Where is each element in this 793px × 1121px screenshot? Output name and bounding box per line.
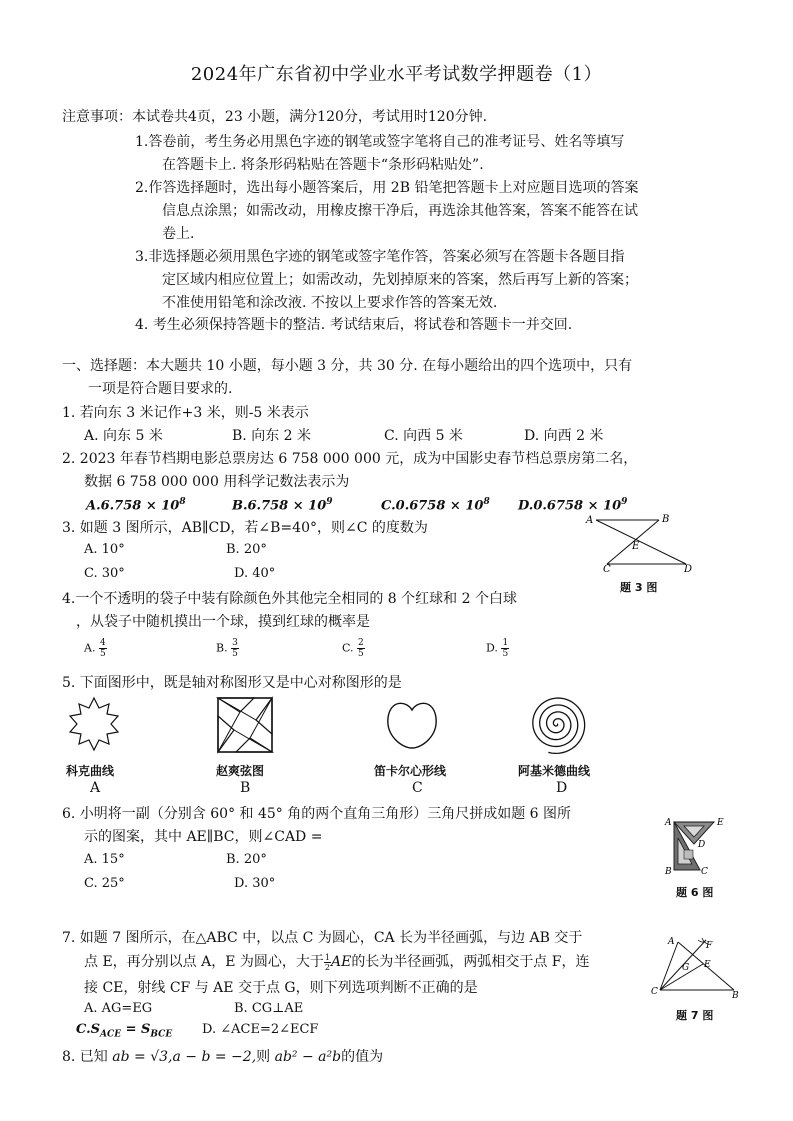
section-heading: 一、选择题：本大题共 10 小题，每小题 3 分，共 30 分. 在每小题给出的四个选项中，只有 — [62, 358, 633, 374]
q7-stem-line2: 点 E，再分别以点 A，E 为圆心，大于 $\frac{1}{2}$ AE的长为半径画弧，两弧相交于点 F，连 — [84, 952, 590, 972]
q7-stem-line1: 7. 如题 7 图所示，在△ABC 中，以点 C 为圆心，CA 长为半径画弧，与边 AB 交于 — [62, 930, 583, 946]
archimedean-spiral-figure — [526, 694, 588, 754]
section-heading-cont: 一项是符合题目要求的. — [88, 381, 233, 397]
q1-option-a: A. 向东 5 米 — [84, 428, 163, 444]
notice-line: 2.作答选择题时，选出每小题答案后，用 2B 铅笔把答题卡上对应题目选项的答案 — [135, 180, 639, 196]
notice-line: 3.非选择题必须用黑色字迹的钢笔或签字笔作答，答案必须写在答题卡各题目指 — [135, 249, 625, 265]
q5-figure-letter-b: B — [240, 780, 251, 796]
q7-figure — [648, 934, 740, 1000]
q3-stem: 3. 如题 3 图所示，AB∥CD，若∠B=40°，则∠C 的度数为 — [62, 520, 428, 536]
q3-option-b: B. 20° — [226, 542, 267, 557]
q7-label-a: A — [668, 937, 675, 947]
q6-option-d: D. 30° — [234, 876, 276, 891]
q1-stem: 1. 若向东 3 米记作+3 米，则-5 米表示 — [62, 405, 309, 421]
q3-label-d: D — [684, 564, 693, 572]
notice-line: 4. 考生必须保持答题卡的整洁. 考试结束后，将试卷和答题卡一并交回. — [135, 317, 573, 333]
q6-caption: 题 6 图 — [676, 886, 714, 899]
q6-label-a: A — [665, 818, 672, 828]
q6-option-a: A. 15° — [84, 852, 125, 867]
q5-figure-letter-d: D — [556, 780, 568, 796]
q2-option-c: $C.0.6758 \times 10^8$ — [381, 497, 490, 514]
q6-stem-line1: 6. 小明将一副（分别含 60° 和 45° 角的两个直角三角形）三角尺拼成如题 6 图所 — [62, 806, 572, 822]
q6-option-c: C. 25° — [84, 876, 125, 891]
q6-label-c: C — [701, 867, 708, 876]
q7-label-f: F — [706, 941, 713, 951]
q5-stem: 5. 下面图形中，既是轴对称图形又是中心对称图形的是 — [62, 675, 402, 691]
q5-figure-name-c: 笛卡尔心形线 — [374, 764, 447, 778]
q4-option-b: B. $\frac{3}{5}$ — [216, 638, 238, 659]
notice-heading: 注意事项：本试卷共4页，23 小题，满分120分，考试用时120分钟. — [62, 109, 488, 125]
q4-option-a: A. $\frac{4}{5}$ — [84, 638, 106, 659]
q7-option-b: B. CG⊥AE — [234, 1001, 304, 1016]
q4-option-d: D. $\frac{1}{5}$ — [486, 638, 509, 659]
q4-stem-line1: 4.一个不透明的袋子中装有除颜色外其他完全相同的 8 个红球和 2 个白球 — [62, 591, 517, 607]
q8-stem: 8. 已知 ab = √3,a − b = −2,则 ab² − a²b的值为 — [62, 1049, 384, 1065]
notice-line: 在答题卡上. 将条形码粘贴在答题卡“条形码粘贴处”. — [162, 157, 484, 173]
q5-figure-letter-c: C — [412, 780, 423, 796]
q2-stem-line2: 数据 6 758 000 000 用科学记数法表示为 — [84, 474, 350, 490]
q3-label-a: A — [586, 515, 594, 526]
q7-option-d: D. ∠ACE=2∠ECF — [202, 1022, 319, 1037]
q2-stem-line1: 2. 2023 年春节档期电影总票房达 6 758 000 000 元，成为中国影史春节档总票房第二名， — [62, 451, 638, 467]
notice-line: 1.答卷前，考生务必用黑色字迹的钢笔或签字笔将自己的准考证号、姓名等填写 — [135, 134, 625, 150]
q6-label-d: D — [698, 840, 706, 850]
q3-label-c: C — [603, 564, 611, 572]
notice-line: 定区域内相应位置上；如需改动，先划掉原来的答案，然后再写上新的答案； — [162, 272, 638, 288]
q3-label-e: E — [632, 541, 640, 552]
q2-option-b: $B.6.758 \times 10^9$ — [232, 497, 333, 514]
q1-option-b: B. 向东 2 米 — [232, 428, 311, 444]
cardioid-figure — [384, 696, 440, 752]
q3-caption: 题 3 图 — [620, 581, 658, 594]
q7-option-a: A. AG=EG — [84, 1001, 153, 1016]
q6-label-b: B — [665, 867, 672, 876]
q7-caption: 题 7 图 — [676, 1009, 714, 1022]
q2-option-d: $D.0.6758 \times 10^9$ — [518, 497, 628, 514]
q4-option-c: C. $\frac{2}{5}$ — [342, 638, 364, 659]
q7-option-c: $C.S_{ACE} = S_{BCE}$ — [76, 1022, 173, 1040]
q7-stem-line3: 接 CE，射线 CF 与 AE 交于点 G，则下列选项判断不正确的是 — [84, 980, 478, 996]
q2-option-a: $A.6.758 \times 10^8$ — [86, 497, 186, 514]
q3-option-a: A. 10° — [84, 542, 125, 557]
q5-figure-name-b: 赵爽弦图 — [216, 764, 265, 778]
notice-line: 不准使用铅笔和涂改液. 不按以上要求作答的答案无效. — [162, 295, 498, 311]
q6-figure — [660, 816, 736, 876]
q3-label-b: B — [662, 514, 670, 525]
koch-curve-figure — [62, 694, 126, 754]
q4-stem-line2: ，从袋子中随机摸出一个球，摸到红球的概率是 — [76, 614, 370, 630]
q3-option-c: C. 30° — [84, 566, 125, 581]
paper-title: 2024年广东省初中学业水平考试数学押题卷（1） — [190, 64, 603, 85]
q1-option-d: D. 向西 2 米 — [524, 428, 604, 444]
q6-label-e: E — [717, 818, 724, 828]
q3-figure — [580, 510, 700, 572]
q3-option-d: D. 40° — [234, 566, 276, 581]
q5-figure-name-d: 阿基米德曲线 — [518, 764, 591, 778]
q7-label-g: G — [682, 963, 690, 973]
notice-line: 信息点涂黑；如需改动，用橡皮擦干净后，再选涂其他答案，答案不能答在试 — [162, 203, 638, 219]
q6-stem-line2: 示的图案，其中 AE∥BC，则∠CAD = — [84, 829, 323, 845]
q6-option-b: B. 20° — [226, 852, 267, 867]
q1-option-c: C. 向西 5 米 — [384, 428, 463, 444]
zhao-shuang-diagram-figure — [216, 696, 274, 754]
q5-figure-name-a: 科克曲线 — [66, 764, 115, 778]
q7-label-b: B — [732, 991, 739, 1000]
notice-line: 卷上. — [162, 226, 195, 242]
q7-label-e: E — [704, 960, 711, 970]
q7-label-c: C — [651, 987, 658, 997]
q5-figure-letter-a: A — [90, 780, 101, 796]
